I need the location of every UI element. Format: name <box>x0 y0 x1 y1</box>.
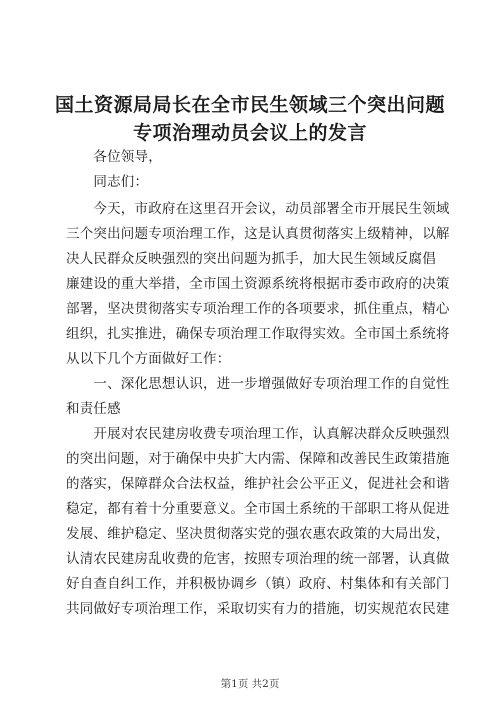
body-line: 各位领导， <box>66 149 162 165</box>
page-number-footer: 第1页 共2页 <box>220 678 280 690</box>
body-line: 廉建设的重大举措，全市国土资源系统将根据市委市政府的决策 <box>66 276 450 292</box>
body-line: 的突出问题，对于确保中央扩大内需、保障和改善民生政策措施 <box>66 451 450 467</box>
body-line: 开展对农民建房收费专项治理工作，认真解决群众反映强烈 <box>66 426 450 442</box>
body-line: 组织，扎实推进，确保专项治理工作取得实效。全市国土系统将 <box>66 326 450 342</box>
body-line: 同志们： <box>66 174 149 190</box>
section-heading-continued: 和责任感 <box>66 401 121 417</box>
body-line: 决人民群众反映强烈的突出问题为抓手，加大民生领域反腐倡 <box>66 251 436 267</box>
body-line: 认清农民建房乱收费的危害，按照专项治理的统一部署，认真做 <box>66 551 450 567</box>
body-line: 稳定，都有着十分重要意义。全市国土系统的干部职工将从促进 <box>66 501 450 517</box>
document-title-line-1: 国土资源局局长在全市民生领域三个突出问题 <box>54 94 445 116</box>
body-line: 从以下几个方面做好工作： <box>66 351 231 367</box>
body-line: 共同做好专项治理工作，采取切实有力的措施，切实规范农民建 <box>66 601 450 617</box>
body-line: 今天，市政府在这里召开会议，动员部署全市开展民生领域 <box>66 201 450 217</box>
document-title-line-2: 专项治理动员会议上的发言 <box>132 122 367 144</box>
body-line: 的落实，保障群众合法权益，维护社会公平正义，促进社会和谐 <box>66 476 450 492</box>
body-line: 发展、维护稳定、坚决贯彻落实党的强农惠农政策的大局出发， <box>66 526 450 542</box>
section-heading: 一、深化思想认识，进一步增强做好专项治理工作的自觉性 <box>66 376 450 392</box>
body-line: 好自查自纠工作，并积极协调乡（镇）政府、村集体和有关部门 <box>66 576 450 592</box>
body-line: 部署，坚决贯彻落实专项治理工作的各项要求，抓住重点，精心 <box>66 301 450 317</box>
body-line: 三个突出问题专项治理工作，这是认真贯彻落实上级精神，以解 <box>66 226 450 242</box>
